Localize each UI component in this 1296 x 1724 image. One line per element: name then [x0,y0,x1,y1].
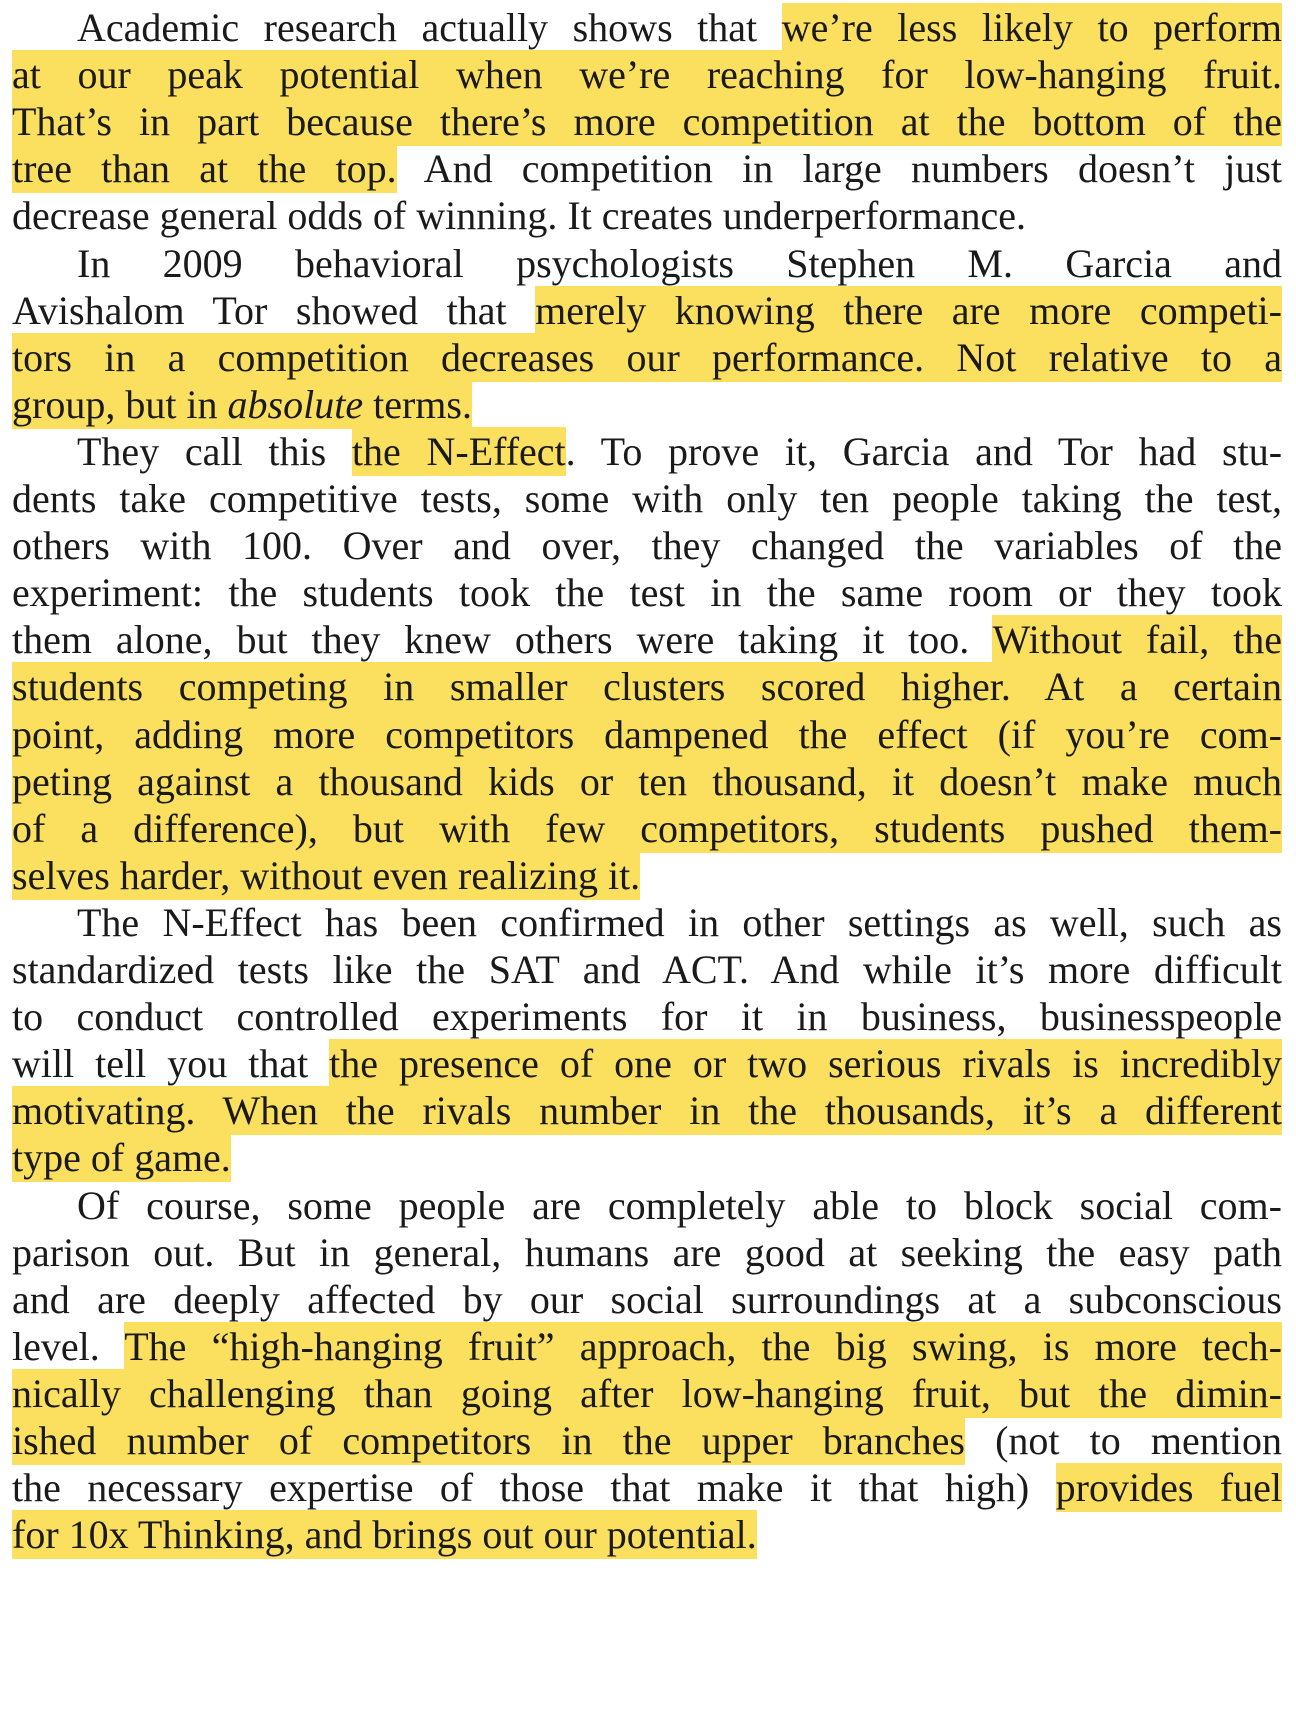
text-line [12,473,1282,525]
highlighted-text: The “high-hanging fruit” approach, the big swing, is more tech- [124,1323,1282,1369]
text-line [12,661,1282,713]
text-segment: parison out. But in general, humans are good at seeking the easy path [12,1229,1282,1275]
text-line [12,520,1282,572]
highlighted-text: tors in a competition decreases our performance. Not relative to a [12,334,1282,380]
highlighted-text: point, adding more competitors dampened the effect (if you’re com- [12,711,1282,757]
text-line [12,1415,1282,1467]
text-line [12,1321,1282,1373]
text-segment: experiment: the students took the test in the same room or they took [12,570,1282,616]
highlighted-text: tree than at the top. [12,146,397,192]
text-line [12,1368,1282,1420]
text-line [77,238,1282,290]
text-segment: In 2009 behavioral psychologists Stephen M. Garcia and [77,240,1282,286]
highlighted-text: the presence of one or two serious rivals is incredibly [329,1041,1282,1087]
highlighted-text: students competing in smaller clusters scored higher. At a certain [12,664,1282,710]
text-line [12,944,1282,996]
text-line [12,803,1282,855]
highlighted-text: Without fail, the [992,617,1282,663]
text-segment: level. [12,1323,125,1369]
text-line [12,1085,1282,1137]
text-line [12,1462,1282,1514]
highlighted-text: peting against a thousand kids or ten thousand, it doesn’t make much [12,758,1282,804]
text-line [12,1509,757,1561]
highlighted-text: merely knowing there are more competi- [535,287,1282,333]
text-segment: And competition in large numbers doesn’t just [396,146,1283,192]
text-line [12,709,1282,761]
highlighted-text: type of game. [12,1135,231,1181]
text-segment: to conduct controlled experiments for it in business, businesspeople [12,994,1282,1040]
highlighted-text: at our peak potential when we’re reaching for low-hanging fruit. [12,52,1282,98]
highlighted-text: motivating. When the rivals number in the thousands, it’s a different [12,1088,1282,1134]
text-line [12,991,1282,1043]
text-segment: (not to mention [964,1418,1283,1463]
text-line [77,426,1282,478]
text-line [12,1274,1282,1326]
text-line [12,379,472,431]
text-line [12,285,1282,337]
highlighted-text: That’s in part because there’s more competition at the bottom of the [12,99,1282,145]
text-segment: They call this [77,428,352,474]
text-line [12,614,1282,666]
text-segment: decrease general odds of winning. It creates underperformance. [12,193,1026,239]
highlighted-text: ished number of competitors in the upper branches [12,1418,965,1463]
highlighted-text: for 10x Thinking, and brings out our potential. [12,1512,757,1558]
text-line [12,1227,1282,1279]
text-line [12,96,1282,148]
text-segment: them alone, but they knew others were taking it too. [12,617,993,663]
text-line [12,1038,1282,1090]
text-segment: standardized tests like the SAT and ACT. And while it’s more difficult [12,947,1282,992]
highlighted-text: group, but in [12,381,228,427]
text-segment: and are deeply affected by our social surroundings at a subconscious [12,1276,1282,1322]
text-line [12,49,1282,101]
text-line [12,1132,231,1184]
highlighted-text: we’re less likely to perform [781,5,1282,50]
text-line [77,2,1282,54]
text-line [12,190,1026,242]
highlighted-text: selves harder, without even realizing it. [12,852,641,898]
text-line [12,567,1282,619]
highlighted-text: of a difference), but with few competitors, students pushed them- [12,805,1282,851]
text-segment: Academic research actually shows that [77,5,782,50]
text-segment: Avishalom Tor showed that [12,287,536,333]
highlighted-text: provides fuel [1055,1465,1282,1511]
text-segment: Of course, some people are completely able to block social com- [77,1182,1282,1228]
text-line [12,756,1282,808]
highlighted-text: the N-Effect [351,428,566,474]
text-segment: will tell you that [12,1041,330,1087]
text-segment: the necessary expertise of those that make it that high) [12,1465,1056,1511]
text-segment: dents take competitive tests, some with only ten people taking the test, [12,476,1282,521]
text-line [12,143,1282,195]
text-line [77,897,1282,949]
text-segment: The N-Effect has been confirmed in other settings as well, such as [77,899,1282,945]
text-segment: . To prove it, Garcia and Tor had stu- [565,428,1283,474]
text-line [77,1180,1282,1232]
highlighted-text: terms. [363,381,472,427]
text-segment: others with 100. Over and over, they changed the variables of the [12,523,1282,569]
text-line [12,850,640,902]
text-line [12,332,1282,384]
highlighted-text: nically challenging than going after low-hanging fruit, but the dimin- [12,1370,1282,1416]
highlighted-text: absolute [227,381,364,427]
